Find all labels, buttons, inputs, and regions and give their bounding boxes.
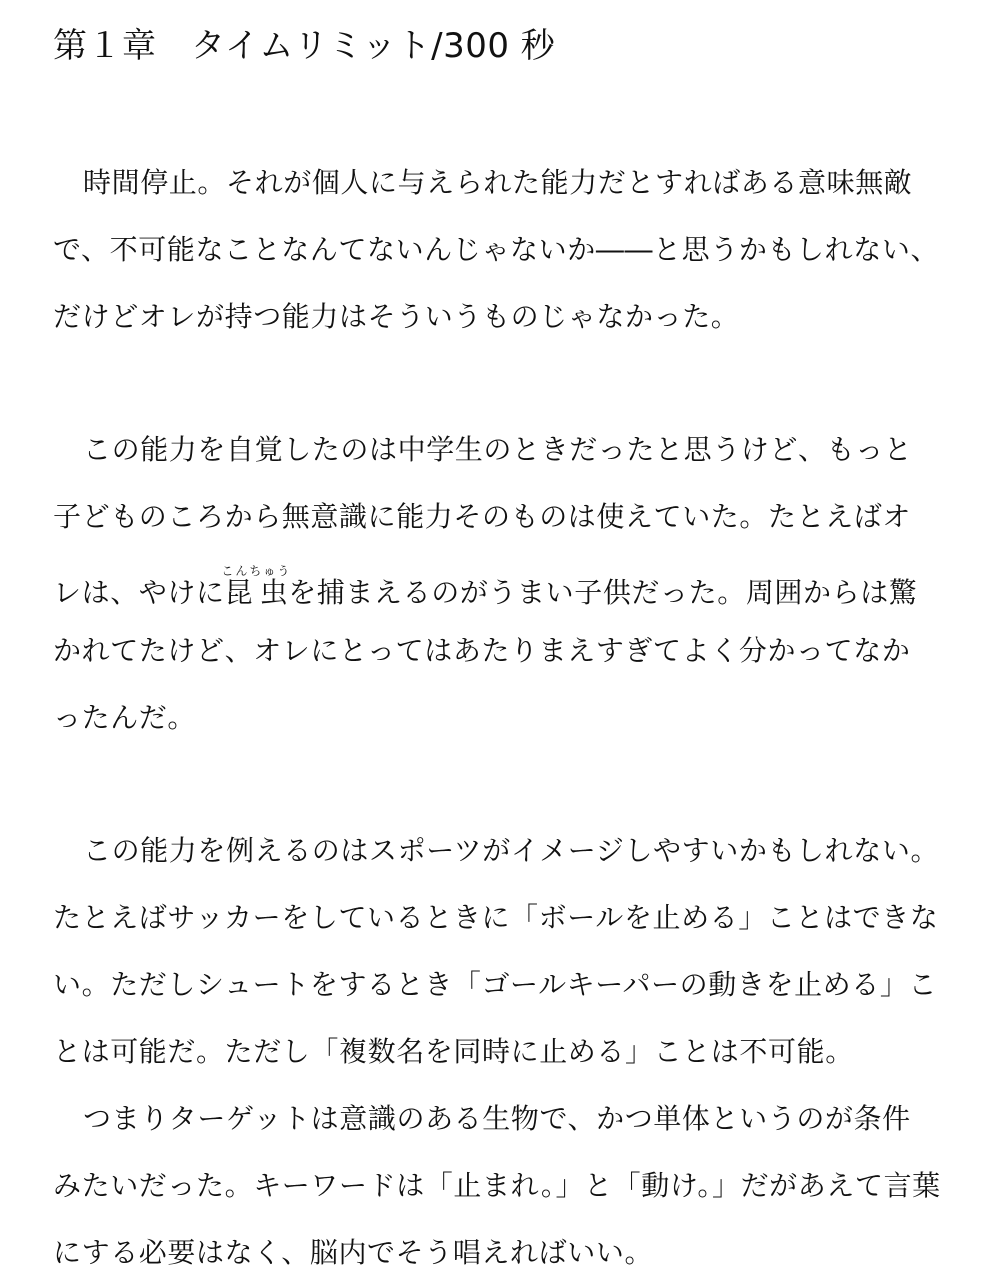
paragraph-1-line-3: だけどオレが持つ能力はそういうものじゃなかった。 [53,300,740,333]
paragraph-1-line-1: 時間停止。それが個人に与えられた能力だとすればある意味無敵 [83,166,913,199]
paragraph-1-line-2: で、不可能なことなんてないんじゃないか――と思うかもしれない、 [53,233,940,266]
paragraph-2-line-5: ったんだ。 [53,701,197,734]
ruby-base: 昆虫 [221,576,292,609]
ruby-reading: こんちゅう [221,564,292,578]
paragraph-2-line-3 [53,564,917,613]
paragraph-2-line-3-before: レは、やけに [53,576,225,609]
paragraph-3-line-1: この能力を例えるのはスポーツがイメージしやすいかもしれない。 [83,834,940,867]
chapter-title: 第１章 タイムリミット/300 秒 [53,26,556,66]
paragraph-2-line-2: 子どものころから無意識に能力そのものは使えていた。たとえばオ [53,500,912,533]
paragraph-3-line-2: たとえばサッカーをしているときに「ボールを止める」ことはできな [53,901,939,934]
paragraph-3-line-3: い。ただしシュートをするとき「ゴールキーパーの動きを止める」こ [53,968,938,1001]
paragraph-3-line-4: とは可能だ。ただし「複数名を同時に止める」ことは不可能。 [53,1035,854,1068]
paragraph-2-line-4: かれてたけど、オレにとってはあたりまえすぎてよく分かってなか [53,634,911,667]
furigana-ruby [221,564,292,609]
paragraph-4-line-3: にする必要はなく、脳内でそう唱えればいい。 [53,1236,654,1269]
paragraph-4-line-1: つまりターゲットは意識のある生物で、かつ単体というのが条件 [83,1102,911,1135]
paragraph-2-line-1: この能力を自覚したのは中学生のときだったと思うけど、もっと [83,433,913,466]
paragraph-4-line-2: みたいだった。キーワードは「止まれ。」と「動け。」だがあえて言葉 [53,1169,941,1202]
paragraph-2-line-3-after: を捕まえるのがうまい子供だった。周囲からは驚 [288,576,918,609]
